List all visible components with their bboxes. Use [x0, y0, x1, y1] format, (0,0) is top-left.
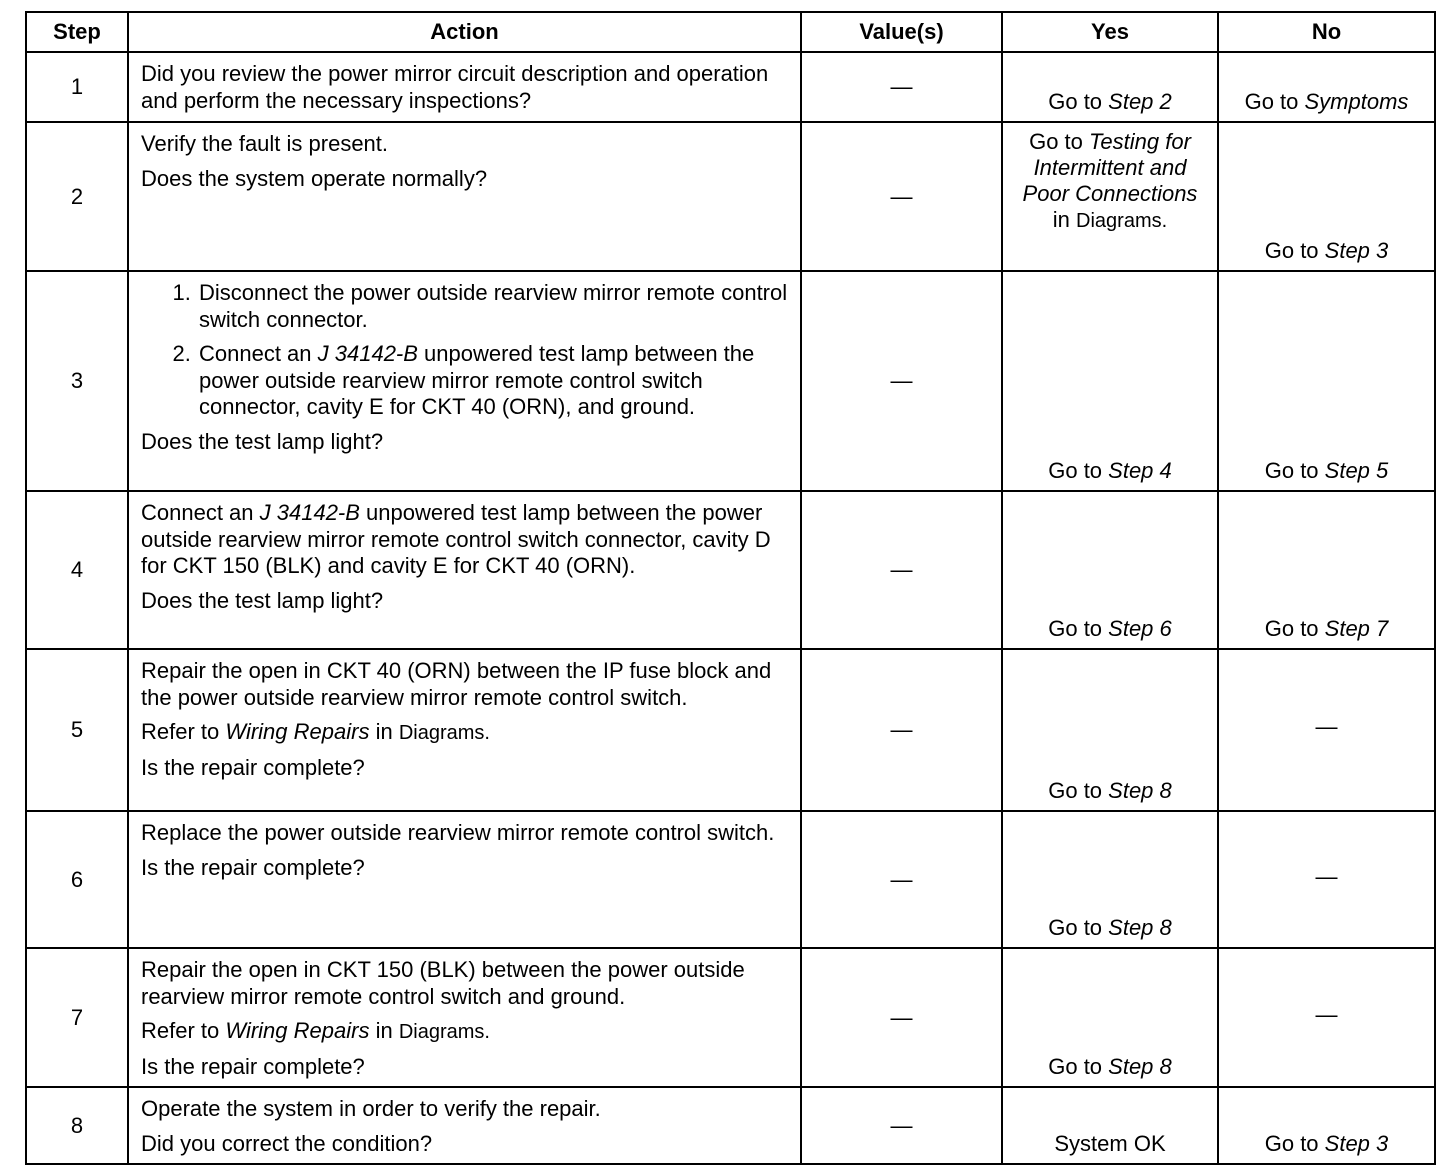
step-link[interactable]: Step 8	[1108, 1054, 1172, 1079]
wiring-repairs-link[interactable]: Wiring Repairs	[225, 1018, 370, 1043]
action-text: Connect an J 34142-B unpowered test lamp between the power outside rearview mirror remote control switch connector, cavity D for CKT 150 (BLK) and cavity E for CKT 40 (ORN).	[141, 500, 771, 578]
action-cell	[128, 1087, 801, 1164]
table-row	[26, 122, 1435, 271]
step-number: 3	[26, 271, 128, 491]
step-number: 6	[26, 811, 128, 948]
value-cell: —	[801, 649, 1002, 811]
yes-cell[interactable]: Go to Step 8	[1002, 649, 1218, 811]
header-yes: Yes	[1002, 12, 1218, 52]
action-cell	[128, 271, 801, 491]
step-link[interactable]: Step 2	[1108, 89, 1172, 114]
step-number: 2	[26, 122, 128, 271]
header-row	[26, 12, 1435, 52]
step-link[interactable]: Step 8	[1108, 915, 1172, 940]
step-link[interactable]: Step 5	[1324, 458, 1389, 483]
action-list	[141, 280, 790, 421]
tool-ref: J 34142-B	[259, 500, 360, 525]
header-step: Step	[26, 12, 128, 52]
no-cell[interactable]: Go to Step 3	[1218, 1087, 1435, 1164]
table-row	[26, 1087, 1435, 1164]
refer-text: Refer to Wiring Repairs in Diagrams.	[141, 719, 490, 744]
header-no: No	[1218, 12, 1435, 52]
table-row	[26, 271, 1435, 491]
yes-cell[interactable]: Go to Step 8	[1002, 811, 1218, 948]
step-link[interactable]: Step 3	[1324, 238, 1389, 263]
table-row	[26, 649, 1435, 811]
action-text: Operate the system in order to verify the repair.	[141, 1096, 601, 1121]
step-number: 8	[26, 1087, 128, 1164]
yes-cell[interactable]: Go to Step 4	[1002, 271, 1218, 491]
step-number: 4	[26, 491, 128, 649]
action-question: Did you correct the condition?	[141, 1130, 433, 1156]
action-cell	[128, 948, 801, 1087]
yes-cell[interactable]: Go to Step 6	[1002, 491, 1218, 649]
table-row	[26, 811, 1435, 948]
step-number: 1	[26, 52, 128, 122]
value-cell: —	[801, 122, 1002, 271]
wiring-repairs-link[interactable]: Wiring Repairs	[225, 719, 370, 744]
value-cell: —	[801, 811, 1002, 948]
no-cell[interactable]: Go to Step 7	[1218, 491, 1435, 649]
refer-text: Refer to Wiring Repairs in Diagrams.	[141, 1018, 490, 1043]
action-text: Replace the power outside rearview mirror remote control switch.	[141, 820, 775, 845]
symptoms-link[interactable]: Symptoms	[1304, 89, 1409, 114]
value-cell: —	[801, 271, 1002, 491]
testing-link[interactable]: Testing for	[1089, 129, 1191, 154]
header-values: Value(s)	[801, 12, 1002, 52]
yes-cell[interactable]: Go to Step 8	[1002, 948, 1218, 1087]
yes-cell[interactable]: Go to Testing for Intermittent and Poor Connections in Diagrams.	[1002, 122, 1218, 271]
action-question: Is the repair complete?	[141, 754, 365, 780]
action-text: Repair the open in CKT 150 (BLK) between the power outside rearview mirror remote control switch and ground.	[141, 957, 745, 1009]
value-cell: —	[801, 491, 1002, 649]
action-text: Did you review the power mirror circuit description and operation and perform the necessary inspections?	[141, 61, 769, 113]
value-cell: —	[801, 1087, 1002, 1164]
step-link[interactable]: Step 4	[1108, 458, 1172, 483]
no-cell[interactable]: Go to Symptoms	[1218, 52, 1435, 122]
no-cell: —	[1218, 811, 1435, 948]
header-action: Action	[128, 12, 801, 52]
value-cell: —	[801, 948, 1002, 1087]
no-cell: —	[1218, 948, 1435, 1087]
action-text: Verify the fault is present.	[141, 131, 389, 156]
step-number: 7	[26, 948, 128, 1087]
list-item: 2. Connect an J 34142-B unpowered test lamp between the power outside rearview mirror remote control switch connector, cavity E for CKT 40 (ORN), and ground.	[197, 341, 790, 421]
step-link[interactable]: Step 7	[1324, 616, 1389, 641]
action-cell	[128, 811, 801, 948]
action-cell	[128, 649, 801, 811]
action-cell	[128, 122, 801, 271]
table-row	[26, 52, 1435, 122]
list-item: 1. Disconnect the power outside rearview mirror remote control switch connector.	[197, 280, 790, 333]
action-question: Does the system operate normally?	[141, 165, 488, 191]
action-cell	[128, 52, 801, 122]
action-question: Does the test lamp light?	[141, 428, 384, 454]
yes-cell[interactable]: Go to Step 2	[1002, 52, 1218, 122]
step-link[interactable]: Step 8	[1108, 778, 1172, 803]
action-text: Repair the open in CKT 40 (ORN) between the IP fuse block and the power outside rearview mirror remote control switch.	[141, 658, 772, 710]
action-question: Is the repair complete?	[141, 1053, 365, 1079]
value-cell: —	[801, 52, 1002, 122]
diagnostic-table	[25, 11, 1436, 1165]
yes-cell: System OK	[1002, 1087, 1218, 1164]
step-link[interactable]: Step 3	[1324, 1131, 1389, 1156]
table-row	[26, 948, 1435, 1087]
no-cell[interactable]: Go to Step 5	[1218, 271, 1435, 491]
step-link[interactable]: Step 6	[1108, 616, 1172, 641]
no-cell: —	[1218, 649, 1435, 811]
table-row	[26, 491, 1435, 649]
no-cell[interactable]: Go to Step 3	[1218, 122, 1435, 271]
tool-ref: J 34142-B	[317, 341, 418, 366]
action-cell	[128, 491, 801, 649]
step-number: 5	[26, 649, 128, 811]
action-question: Is the repair complete?	[141, 854, 365, 880]
action-question: Does the test lamp light?	[141, 587, 384, 613]
